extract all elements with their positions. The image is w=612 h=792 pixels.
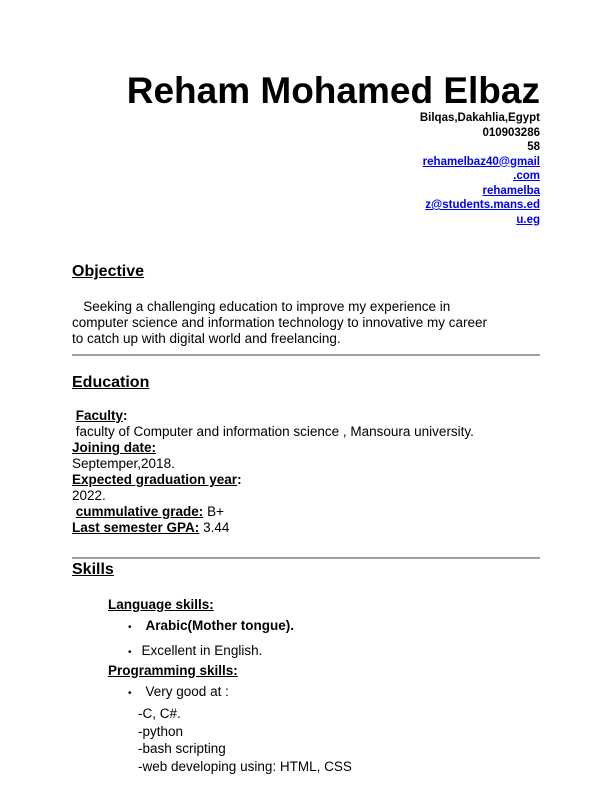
joining-label: Joining date:	[72, 440, 156, 455]
grad-value: 2022.	[72, 488, 106, 503]
contact-block	[420, 111, 540, 227]
address: Bilqas,Dakahlia,Egypt	[419, 112, 540, 124]
skills-heading: Skills	[72, 561, 114, 578]
bullet-icon: •	[128, 688, 132, 699]
email-link-1[interactable]: rehamelbaz40@gmail	[422, 155, 540, 168]
education-heading: Education	[72, 374, 150, 391]
objective-heading: Objective	[72, 263, 145, 280]
divider	[72, 557, 540, 559]
email-link-2-end[interactable]: u.eg	[516, 213, 540, 226]
gpa-label: Last semester GPA:	[72, 520, 200, 535]
bullet-icon: •	[128, 622, 132, 633]
phone-cont: 58	[527, 141, 540, 153]
gpa-value: 3.44	[199, 520, 230, 535]
email-link-2[interactable]: rehamelba	[482, 184, 540, 197]
colon: :	[237, 472, 242, 487]
grad-label: Expected graduation year	[72, 472, 238, 487]
programming-intro: Very good at :	[145, 684, 229, 699]
email-link-1-cont[interactable]: .com	[513, 170, 540, 182]
programming-item: -python	[138, 723, 184, 739]
programming-item: -bash scripting	[138, 741, 226, 756]
programming-skills-label: Programming skills:	[108, 663, 238, 678]
programming-item: -C, C#.	[138, 706, 181, 721]
programming-list	[138, 705, 352, 775]
colon: :	[123, 408, 128, 423]
language-item: Arabic(Mother tongue).	[145, 618, 295, 633]
joining-value: Septemper,2018.	[72, 456, 175, 471]
language-item: Excellent in English.	[141, 643, 263, 658]
candidate-name: Reham Mohamed Elbaz	[126, 70, 540, 111]
faculty-label: Faculty	[75, 408, 124, 423]
objective-line: to catch up with digital world and freelancing.	[72, 331, 341, 346]
phone: 010903286	[482, 126, 540, 139]
email-link-2-cont[interactable]: z@students.mans.ed	[425, 199, 540, 211]
programming-item: -web developing using: HTML, CSS	[138, 758, 352, 774]
grade-value: B+	[203, 504, 224, 519]
objective-line: Seeking a challenging education to improve my experience in	[72, 299, 451, 314]
grade-label: cummulative grade:	[75, 504, 204, 519]
education-details	[72, 408, 474, 536]
bullet-icon: •	[128, 647, 132, 658]
language-skills-label: Language skills:	[108, 597, 214, 612]
objective-text	[72, 299, 487, 347]
objective-line: computer science and information technology to innovative my career	[72, 315, 487, 330]
divider	[72, 354, 540, 356]
faculty-value: faculty of Computer and information science , Mansoura university.	[72, 424, 474, 439]
